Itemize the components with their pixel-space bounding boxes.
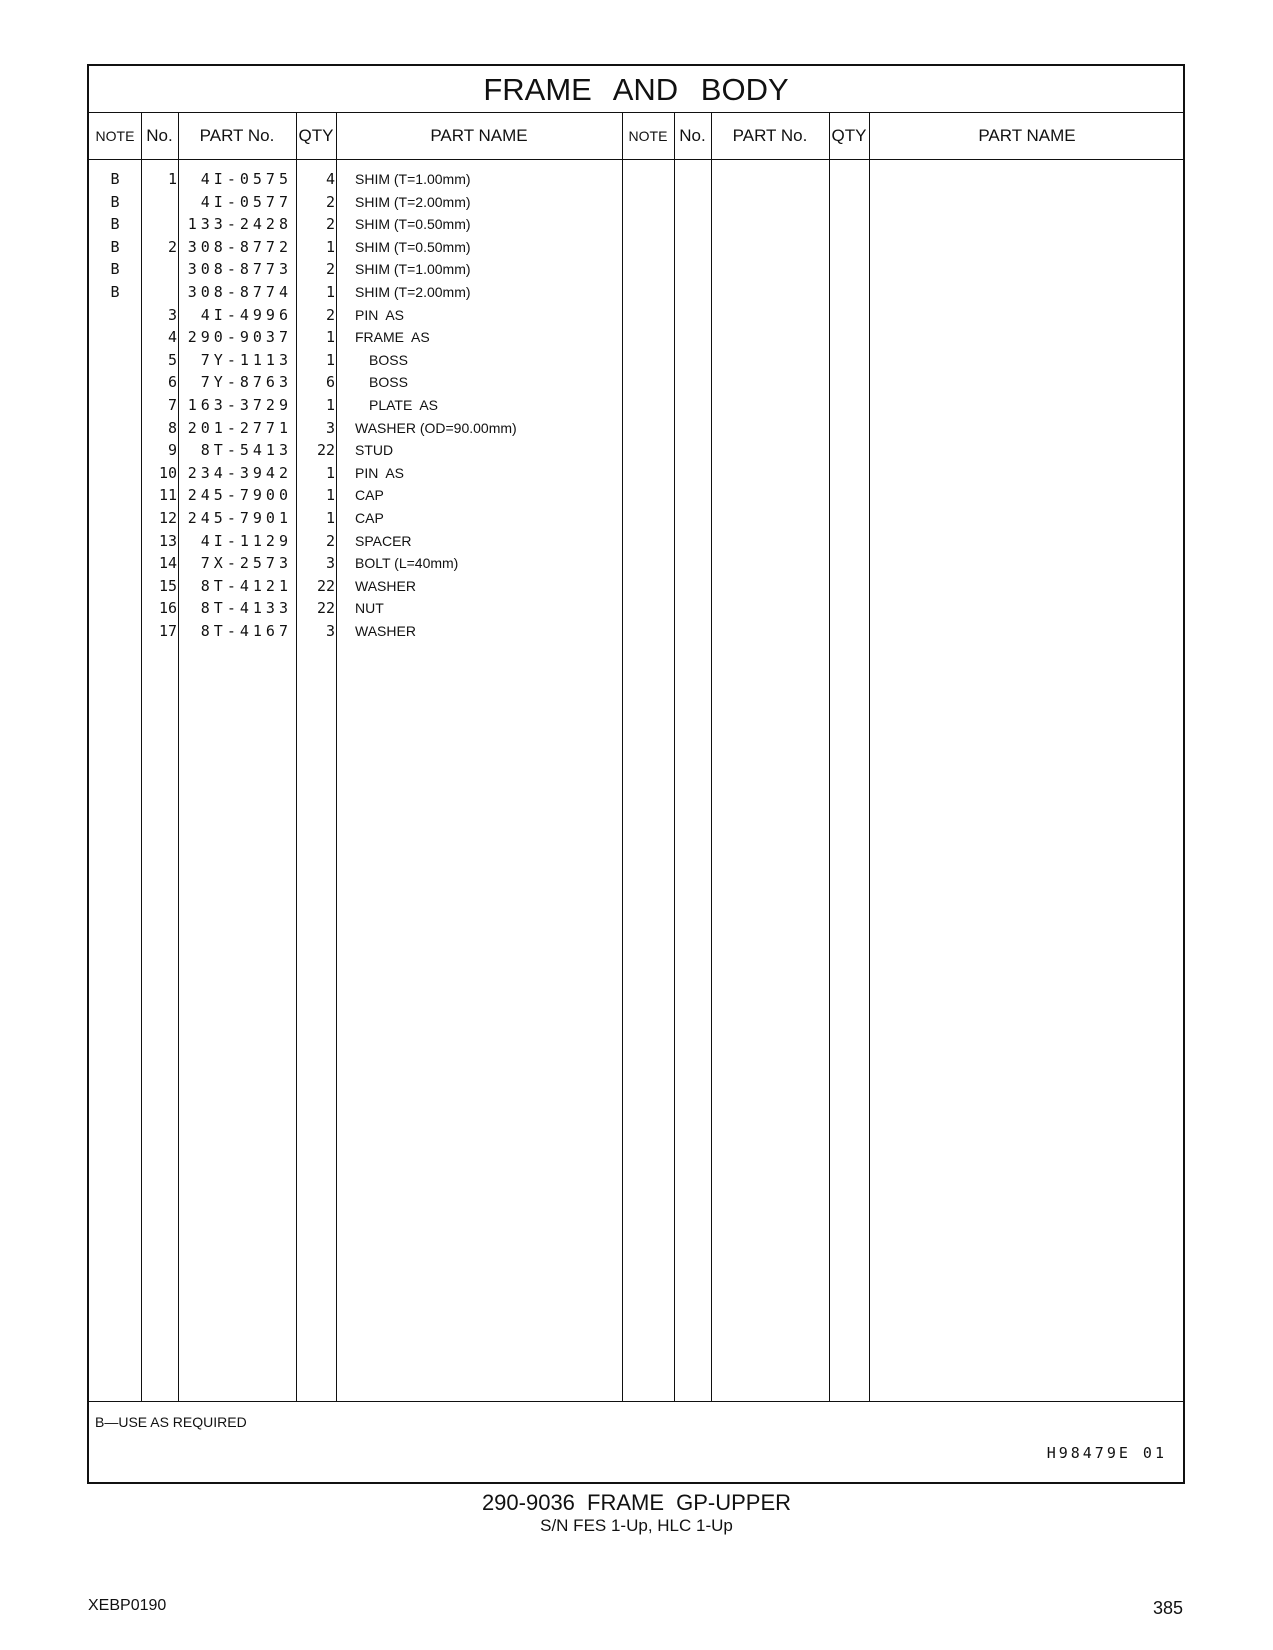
- row-quantity: 2: [325, 215, 335, 234]
- row-number: 12: [158, 509, 177, 527]
- row-part-name: WASHER (OD=90.00mm): [355, 419, 517, 436]
- row-part-number: 8T-4133: [200, 599, 292, 618]
- row-quantity: 1: [325, 396, 335, 414]
- row-note: B: [110, 170, 120, 188]
- header-note: NOTE: [95, 128, 135, 144]
- table-row: [89, 439, 639, 462]
- row-quantity: 1: [325, 350, 335, 369]
- row-number: 4: [167, 328, 177, 347]
- header-part-name-right: PART NAME: [978, 126, 1076, 145]
- row-number: 11: [158, 486, 177, 505]
- table-row: [89, 281, 639, 304]
- header-part-name: PART NAME: [430, 126, 528, 145]
- table-row: [89, 326, 639, 349]
- row-quantity: 22: [316, 599, 335, 618]
- row-part-number: 4I-4996: [200, 305, 292, 324]
- row-quantity: 1: [325, 328, 335, 347]
- illustration-code: H98479E 01: [1046, 1444, 1167, 1462]
- row-number: 8: [167, 418, 177, 437]
- row-part-number: 7Y-8763: [200, 373, 292, 392]
- row-quantity: 1: [325, 463, 335, 482]
- document-id: XEBP0190: [88, 1597, 167, 1614]
- row-number: 1: [167, 170, 177, 188]
- row-part-number: 290-9037: [187, 328, 292, 347]
- row-note: B: [110, 237, 120, 256]
- table-row: [89, 258, 639, 281]
- row-quantity: 2: [325, 192, 335, 211]
- table-row: [89, 349, 639, 372]
- row-quantity: 2: [325, 260, 335, 279]
- row-part-number: 245-7901: [187, 509, 292, 527]
- row-number: 5: [167, 350, 177, 369]
- column-line: [711, 112, 712, 1401]
- row-part-name: CAP: [355, 487, 384, 504]
- serial-range: S/N FES 1-Up, HLC 1-Up: [540, 1516, 733, 1535]
- row-number: 13: [158, 531, 177, 550]
- header-no: No.: [146, 126, 173, 145]
- row-note: B: [110, 283, 120, 301]
- row-part-number: 8T-4167: [200, 622, 292, 640]
- header-part-no: PART No.: [199, 126, 275, 145]
- row-part-number: 234-3942: [187, 463, 292, 482]
- row-part-name: SHIM (T=0.50mm): [355, 238, 471, 255]
- table-row: [89, 236, 639, 259]
- row-quantity: 4: [325, 170, 335, 188]
- header-note-right: NOTE: [628, 128, 668, 144]
- row-number: 7: [167, 396, 177, 414]
- row-number: 6: [167, 373, 177, 392]
- table-row: [89, 394, 639, 417]
- row-part-number: 163-3729: [187, 396, 292, 414]
- header-no-right: No.: [679, 126, 706, 145]
- row-part-name: SHIM (T=0.50mm): [355, 216, 471, 233]
- row-part-number: 4I-0577: [200, 192, 292, 211]
- row-quantity: 6: [325, 373, 335, 392]
- page-number: 385: [1152, 1598, 1183, 1618]
- row-part-number: 4I-0575: [200, 170, 292, 188]
- row-part-number: 308-8774: [187, 283, 292, 301]
- row-part-name: BOLT (L=40mm): [355, 555, 459, 572]
- row-number: 17: [158, 622, 177, 640]
- row-quantity: 3: [325, 554, 335, 573]
- column-line: [869, 112, 870, 1401]
- table-row: [89, 620, 639, 643]
- row-part-name: FRAME AS: [355, 329, 430, 346]
- row-quantity: 1: [325, 486, 335, 505]
- column-line: [829, 112, 830, 1401]
- row-part-number: 4I-1129: [200, 531, 292, 550]
- row-number: 14: [158, 554, 177, 573]
- row-part-number: 308-8773: [187, 260, 292, 279]
- row-number: 15: [158, 576, 177, 595]
- row-number: 3: [167, 305, 177, 324]
- row-part-number: 245-7900: [187, 486, 292, 505]
- table-row: [89, 168, 639, 191]
- page-title: FRAME AND BODY: [483, 72, 789, 107]
- table-bottom-divider: [89, 1401, 1183, 1402]
- row-note: B: [110, 215, 120, 234]
- row-part-number: 201-2771: [187, 418, 292, 437]
- row-part-name: PLATE AS: [369, 397, 438, 413]
- row-part-name: NUT: [355, 600, 384, 617]
- table-row: [89, 530, 639, 553]
- row-note: B: [110, 260, 120, 279]
- table-row: [89, 552, 639, 575]
- row-number: 9: [167, 441, 177, 460]
- row-part-name: PIN AS: [355, 306, 405, 323]
- row-part-number: 7X-2573: [200, 554, 292, 573]
- row-part-number: 133-2428: [187, 215, 292, 234]
- row-part-name: BOSS: [369, 351, 408, 368]
- row-number: 2: [167, 237, 177, 256]
- row-part-name: STUD: [355, 442, 394, 459]
- table-row: [89, 462, 639, 485]
- row-part-name: SHIM (T=1.00mm): [355, 261, 471, 278]
- row-quantity: 1: [325, 283, 335, 301]
- row-number: 16: [158, 599, 177, 618]
- table-row: [89, 371, 639, 394]
- header-divider: [89, 159, 1183, 160]
- row-part-name: BOSS: [369, 374, 408, 391]
- row-number: 10: [158, 463, 177, 482]
- header-qty: QTY: [298, 126, 334, 145]
- row-part-name: WASHER: [355, 577, 416, 594]
- table-row: [89, 507, 639, 530]
- column-line: [674, 112, 675, 1401]
- row-part-number: 8T-5413: [200, 441, 292, 460]
- row-quantity: 22: [316, 576, 335, 595]
- row-quantity: 22: [316, 441, 335, 460]
- row-quantity: 3: [325, 418, 335, 437]
- group-title: 290-9036 FRAME GP-UPPER: [481, 1490, 792, 1515]
- footnote: B—USE AS REQUIRED: [95, 1414, 247, 1430]
- row-part-name: WASHER: [355, 623, 416, 639]
- row-quantity: 1: [325, 237, 335, 256]
- row-part-name: CAP: [355, 510, 384, 526]
- row-part-number: 7Y-1113: [200, 350, 292, 369]
- header-part-no-right: PART No.: [732, 126, 808, 145]
- row-part-name: SHIM (T=1.00mm): [355, 171, 471, 187]
- table-row: [89, 191, 639, 214]
- row-part-number: 8T-4121: [200, 576, 292, 595]
- row-quantity: 3: [325, 622, 335, 640]
- table-row: [89, 417, 639, 440]
- row-part-name: SHIM (T=2.00mm): [355, 284, 471, 300]
- table-row: [89, 213, 639, 236]
- row-quantity: 1: [325, 509, 335, 527]
- parts-table-frame: [87, 64, 1185, 1484]
- row-part-name: SHIM (T=2.00mm): [355, 193, 471, 210]
- header-qty-right: QTY: [831, 126, 867, 145]
- row-note: B: [110, 192, 120, 211]
- table-row: [89, 484, 639, 507]
- table-row: [89, 575, 639, 598]
- row-quantity: 2: [325, 305, 335, 324]
- row-part-name: PIN AS: [355, 464, 405, 481]
- row-part-name: SPACER: [355, 532, 412, 549]
- row-quantity: 2: [325, 531, 335, 550]
- row-part-number: 308-8772: [187, 237, 292, 256]
- table-row: [89, 304, 639, 327]
- table-row: [89, 597, 639, 620]
